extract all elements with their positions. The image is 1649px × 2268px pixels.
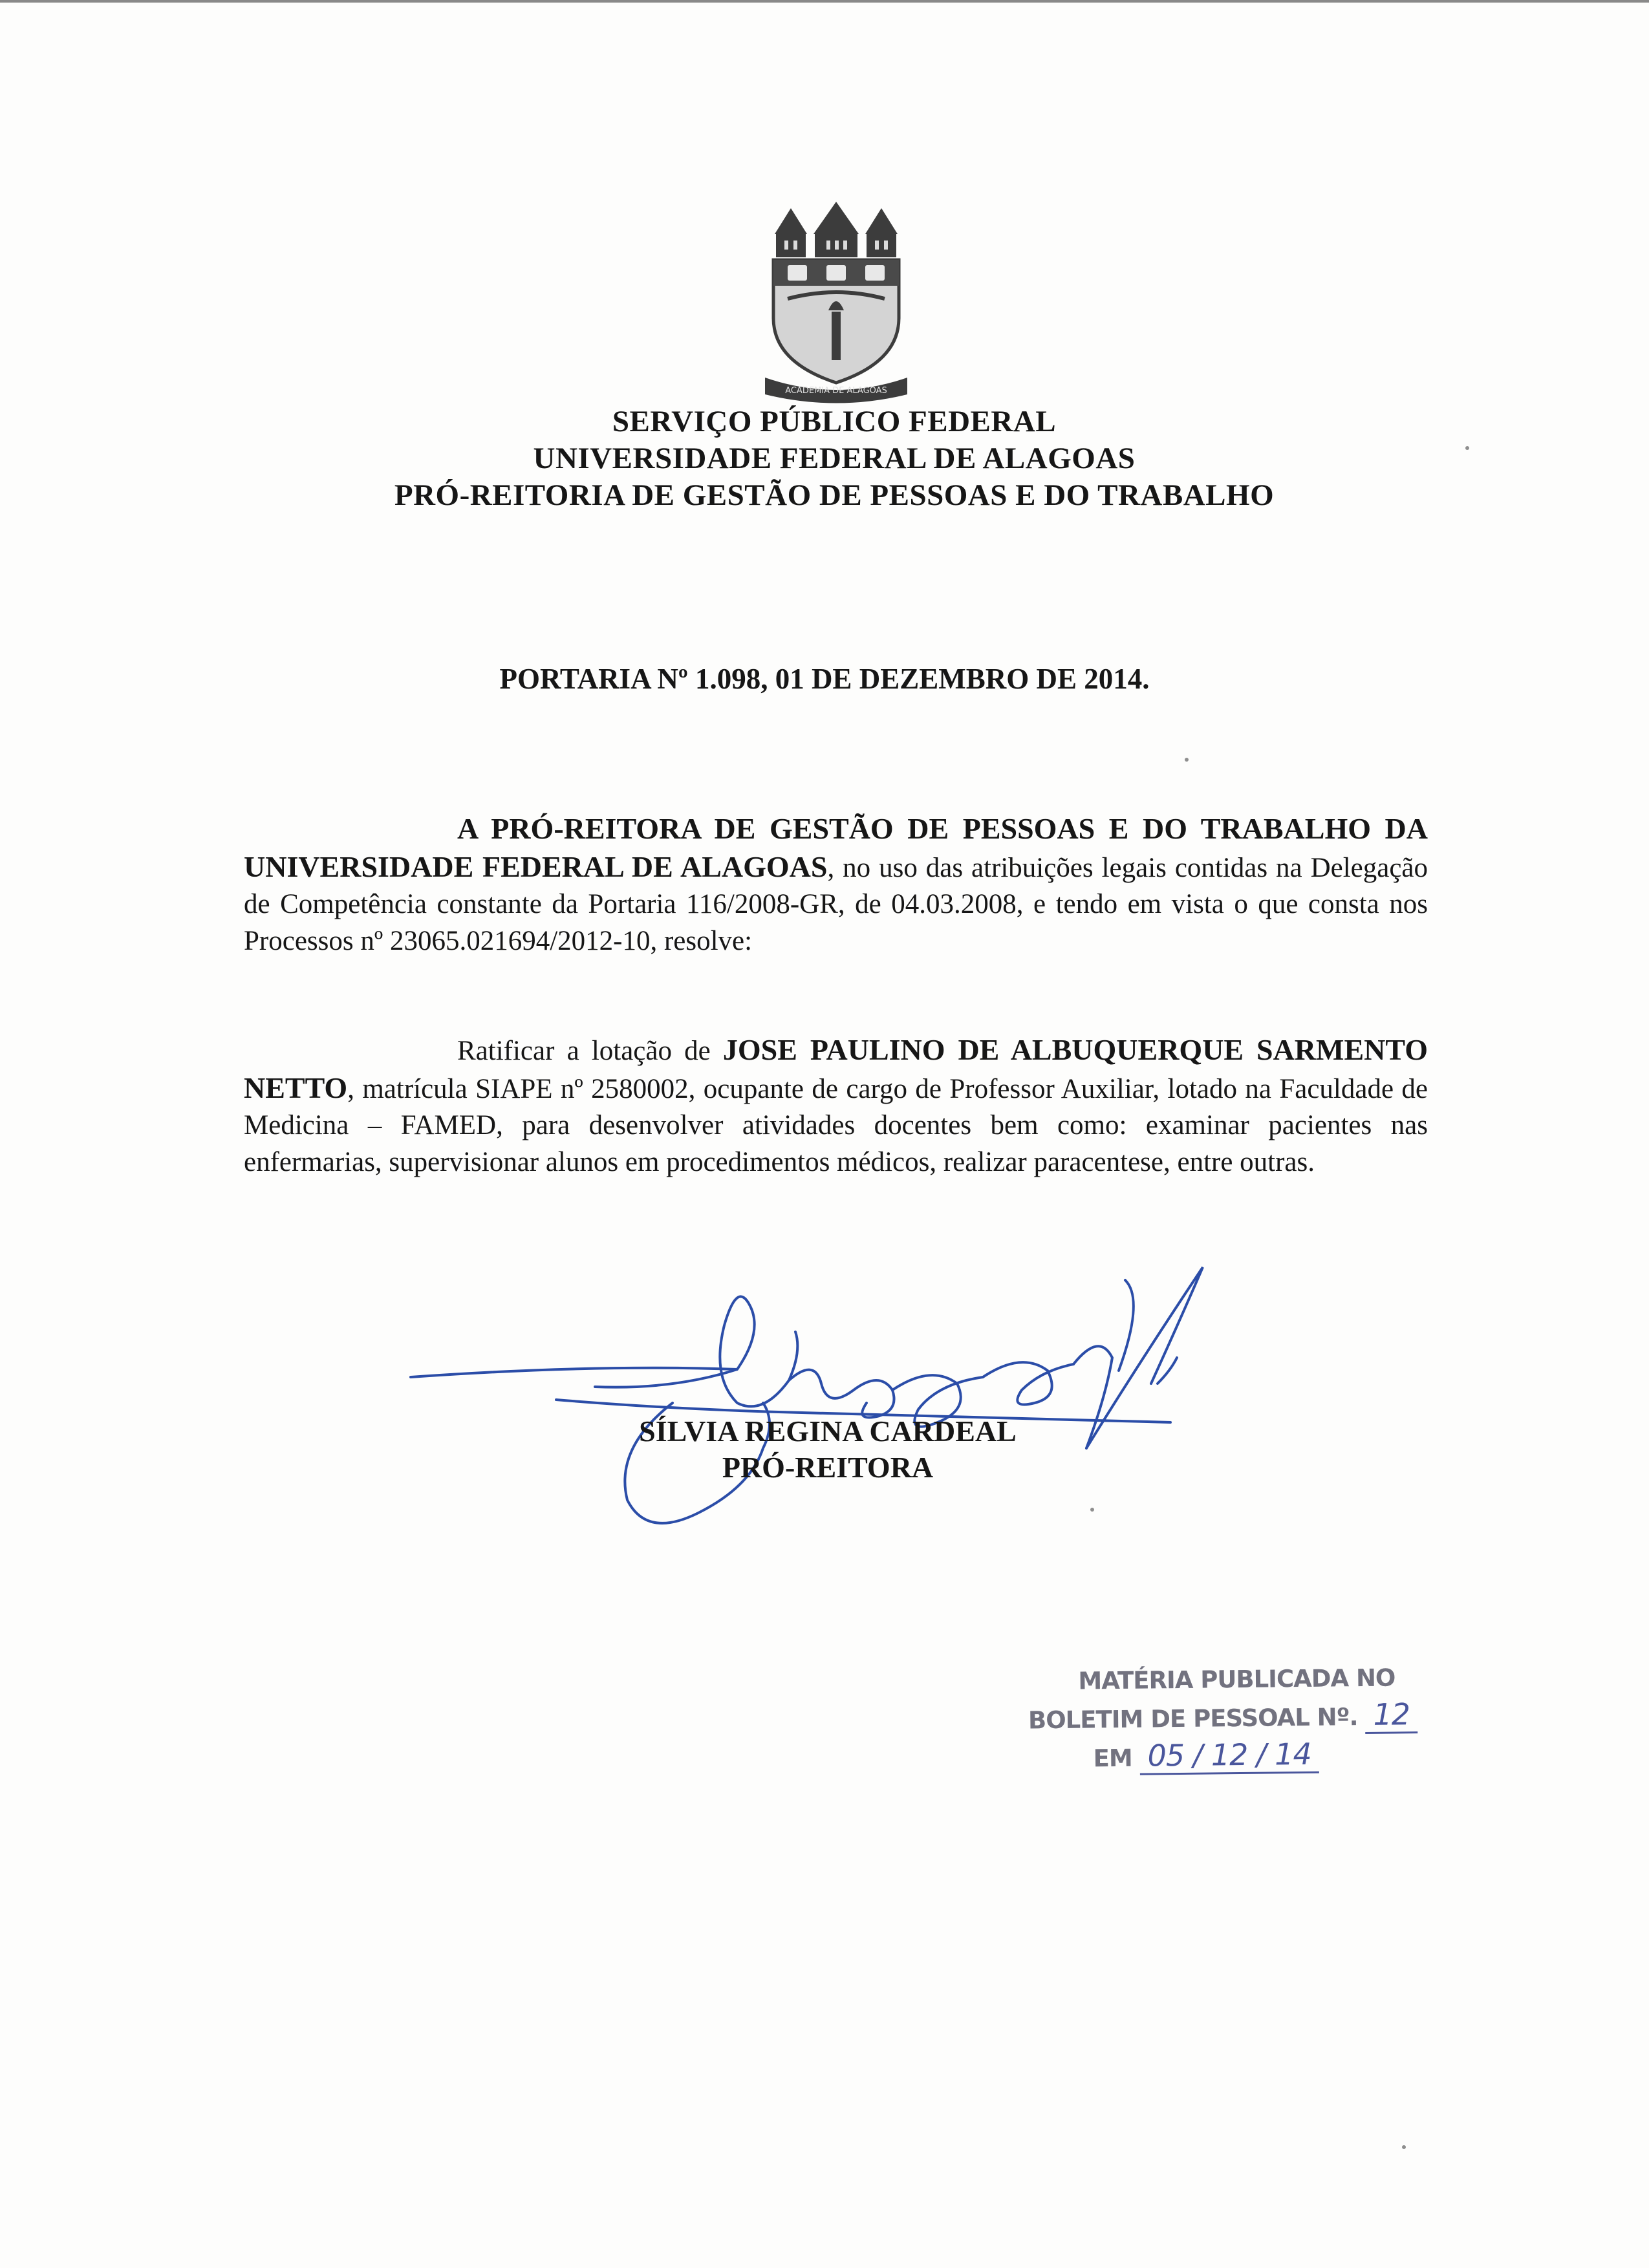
resolution-employee-name: JOSE PAULINO DE ALBUQUERQUE SARMENTO NETTO bbox=[244, 1033, 1428, 1104]
stamp-line-date bbox=[1093, 1735, 1456, 1777]
signer-name: SÍLVIA REGINA CARDEAL bbox=[639, 1415, 1017, 1448]
stamp-boletim-label: BOLETIM DE PESSOAL Nº. bbox=[1028, 1703, 1358, 1735]
stamp-line-published: MATÉRIA PUBLICADA NO bbox=[1078, 1664, 1396, 1695]
resolution-lead: Ratificar a lotação de bbox=[457, 1036, 723, 1066]
handwritten-signature bbox=[401, 1254, 1255, 1552]
document-header bbox=[194, 403, 1474, 514]
signer-block bbox=[504, 1413, 1151, 1486]
stamp-line-boletim bbox=[1028, 1696, 1456, 1739]
page-top-edge bbox=[0, 0, 1649, 3]
portaria-title: PORTARIA Nº 1.098, 01 DE DEZEMBRO DE 2014. bbox=[499, 663, 1150, 695]
stamp-boletim-number: 12 bbox=[1365, 1696, 1417, 1734]
stamp-date: 05 / 12 / 14 bbox=[1139, 1737, 1319, 1775]
publication-stamp bbox=[1028, 1660, 1456, 1778]
crest-motto: ACADEMIA DE ALAGOAS bbox=[785, 386, 887, 396]
paragraph-preamble bbox=[244, 811, 1428, 959]
scan-speck bbox=[1185, 758, 1189, 762]
scan-speck bbox=[1090, 1508, 1094, 1512]
stamp-date-label: EM bbox=[1093, 1744, 1132, 1773]
header-service: SERVIÇO PÚBLICO FEDERAL bbox=[612, 405, 1057, 438]
scan-speck bbox=[1465, 446, 1469, 450]
resolution-text: , matrícula SIAPE nº 2580002, ocupante de cargo de Professor Auxiliar, lotado na Faculdade de Medicina – FAMED, para desenvolver atividades docentes bem como: examinar pacientes nas enfermarias, supervisionar alunos em procedimentos médicos, realizar paracentese, entre outras. bbox=[244, 1073, 1428, 1177]
paragraph-resolution bbox=[244, 1032, 1428, 1181]
header-pro-rectorate: PRÓ-REITORIA DE GESTÃO DE PESSOAS E DO TRABALHO bbox=[394, 478, 1275, 512]
university-crest-logo bbox=[762, 189, 911, 409]
preamble-text: , no uso das atribuições legais contidas na Delegação de Competência constante da Portaria 116/2008-GR, de 04.03.2008, e tendo em vista o que consta nos Processos nº 23065.021694/2012-10, resolve: bbox=[244, 852, 1428, 956]
signer-role: PRÓ-REITORA bbox=[722, 1451, 934, 1484]
scan-speck bbox=[1402, 2145, 1406, 2149]
preamble-authority: A PRÓ-REITORA DE GESTÃO DE PESSOAS E DO TRABALHO DA UNIVERSIDADE FEDERAL DE ALAGOAS bbox=[244, 812, 1428, 883]
header-university: UNIVERSIDADE FEDERAL DE ALAGOAS bbox=[533, 442, 1136, 475]
